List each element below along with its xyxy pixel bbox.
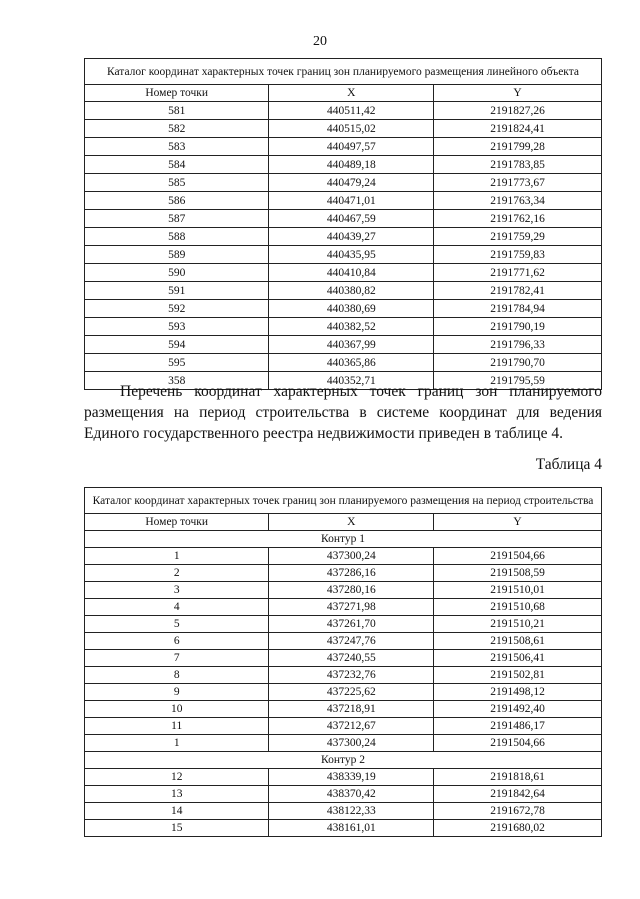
y-coordinate-cell: 2191486,17 xyxy=(434,718,602,735)
table-row xyxy=(85,156,602,174)
table-row xyxy=(85,192,602,210)
y-coordinate-cell: 2191498,12 xyxy=(434,684,602,701)
x-coordinate-cell: 440489,18 xyxy=(269,156,434,174)
x-coordinate-cell: 440439,27 xyxy=(269,228,434,246)
y-coordinate-cell: 2191824,41 xyxy=(434,120,602,138)
y-coordinate-cell: 2191783,85 xyxy=(434,156,602,174)
y-coordinate-cell: 2191842,64 xyxy=(434,786,602,803)
table-row xyxy=(85,102,602,120)
table-header-row xyxy=(85,85,602,102)
x-coordinate-cell: 440497,57 xyxy=(269,138,434,156)
x-coordinate-cell: 440365,86 xyxy=(269,354,434,372)
contour-name: Контур 2 xyxy=(85,752,602,769)
y-coordinate-cell: 2191492,40 xyxy=(434,701,602,718)
x-coordinate-cell: 437218,91 xyxy=(269,701,434,718)
y-coordinate-cell: 2191508,61 xyxy=(434,633,602,650)
table-body xyxy=(85,531,602,837)
point-number-cell: 2 xyxy=(85,565,269,582)
contour-name: Контур 1 xyxy=(85,531,602,548)
y-coordinate-cell: 2191762,16 xyxy=(434,210,602,228)
table-row xyxy=(85,565,602,582)
body-paragraph: Перечень координат характерных точек границ зон планируемого размещения на период строительства в системе координат для ведения Единого государственного реестра недвижимости приведен в таблице 4. xyxy=(84,383,602,442)
y-coordinate-cell: 2191790,19 xyxy=(434,318,602,336)
table-row xyxy=(85,718,602,735)
table-caption: Каталог координат характерных точек границ зон планируемого размещения на период строительства xyxy=(85,488,602,514)
y-coordinate-cell: 2191506,41 xyxy=(434,650,602,667)
point-number-cell: 581 xyxy=(85,102,269,120)
x-coordinate-cell: 438370,42 xyxy=(269,786,434,803)
y-coordinate-cell: 2191508,59 xyxy=(434,565,602,582)
coordinates-table-construction-period xyxy=(84,487,602,837)
y-coordinate-cell: 2191795,59 xyxy=(434,372,602,390)
y-coordinate-cell: 2191510,21 xyxy=(434,616,602,633)
y-coordinate-cell: 2191504,66 xyxy=(434,735,602,752)
x-coordinate-cell: 438339,19 xyxy=(269,769,434,786)
point-number-cell: 594 xyxy=(85,336,269,354)
point-number-cell: 586 xyxy=(85,192,269,210)
page-number: 20 xyxy=(313,34,327,49)
table-row xyxy=(85,354,602,372)
x-coordinate-cell: 438122,33 xyxy=(269,803,434,820)
point-number-cell: 1 xyxy=(85,735,269,752)
x-coordinate-cell: 437300,24 xyxy=(269,735,434,752)
table-row xyxy=(85,228,602,246)
x-coordinate-cell: 440410,84 xyxy=(269,264,434,282)
point-number-cell: 8 xyxy=(85,667,269,684)
column-header-x: X xyxy=(269,514,434,531)
table-row xyxy=(85,120,602,138)
x-coordinate-cell: 437240,55 xyxy=(269,650,434,667)
table-row xyxy=(85,264,602,282)
x-coordinate-cell: 437271,98 xyxy=(269,599,434,616)
x-coordinate-cell: 437280,16 xyxy=(269,582,434,599)
point-number-cell: 584 xyxy=(85,156,269,174)
table-row xyxy=(85,667,602,684)
point-number-cell: 583 xyxy=(85,138,269,156)
point-number-cell: 590 xyxy=(85,264,269,282)
point-number-cell: 588 xyxy=(85,228,269,246)
point-number-cell: 15 xyxy=(85,820,269,837)
y-coordinate-cell: 2191784,94 xyxy=(434,300,602,318)
table-row xyxy=(85,548,602,565)
table-row xyxy=(85,633,602,650)
point-number-cell: 582 xyxy=(85,120,269,138)
x-coordinate-cell: 440380,69 xyxy=(269,300,434,318)
y-coordinate-cell: 2191799,28 xyxy=(434,138,602,156)
table-row xyxy=(85,769,602,786)
x-coordinate-cell: 440352,71 xyxy=(269,372,434,390)
point-number-cell: 593 xyxy=(85,318,269,336)
point-number-cell: 9 xyxy=(85,684,269,701)
table-body xyxy=(85,102,602,390)
point-number-cell: 6 xyxy=(85,633,269,650)
table-row xyxy=(85,336,602,354)
table-row xyxy=(85,318,602,336)
y-coordinate-cell: 2191790,70 xyxy=(434,354,602,372)
point-number-cell: 7 xyxy=(85,650,269,667)
table-row xyxy=(85,138,602,156)
table-row xyxy=(85,820,602,837)
point-number-cell: 13 xyxy=(85,786,269,803)
table-row xyxy=(85,616,602,633)
y-coordinate-cell: 2191504,66 xyxy=(434,548,602,565)
table-row xyxy=(85,735,602,752)
x-coordinate-cell: 440380,82 xyxy=(269,282,434,300)
point-number-cell: 358 xyxy=(85,372,269,390)
y-coordinate-cell: 2191510,01 xyxy=(434,582,602,599)
point-number-cell: 3 xyxy=(85,582,269,599)
contour-header-row xyxy=(85,531,602,548)
y-coordinate-cell: 2191672,78 xyxy=(434,803,602,820)
point-number-cell: 4 xyxy=(85,599,269,616)
contour-header-row xyxy=(85,752,602,769)
coordinates-table-linear-object xyxy=(84,58,602,390)
table-row xyxy=(85,582,602,599)
table-label: Таблица 4 xyxy=(535,456,602,473)
table-caption-row xyxy=(85,488,602,514)
point-number-cell: 587 xyxy=(85,210,269,228)
x-coordinate-cell: 437247,76 xyxy=(269,633,434,650)
table-caption: Каталог координат характерных точек границ зон планируемого размещения линейного объекта xyxy=(85,59,602,85)
table-row xyxy=(85,701,602,718)
table-row xyxy=(85,174,602,192)
point-number-cell: 585 xyxy=(85,174,269,192)
point-number-cell: 595 xyxy=(85,354,269,372)
y-coordinate-cell: 2191773,67 xyxy=(434,174,602,192)
table-row xyxy=(85,246,602,264)
point-number-cell: 592 xyxy=(85,300,269,318)
column-header-point-number: Номер точки xyxy=(85,85,269,102)
point-number-cell: 591 xyxy=(85,282,269,300)
x-coordinate-cell: 437225,62 xyxy=(269,684,434,701)
point-number-cell: 11 xyxy=(85,718,269,735)
y-coordinate-cell: 2191782,41 xyxy=(434,282,602,300)
column-header-y: Y xyxy=(434,514,602,531)
y-coordinate-cell: 2191818,61 xyxy=(434,769,602,786)
y-coordinate-cell: 2191680,02 xyxy=(434,820,602,837)
point-number-cell: 10 xyxy=(85,701,269,718)
point-number-cell: 14 xyxy=(85,803,269,820)
y-coordinate-cell: 2191827,26 xyxy=(434,102,602,120)
y-coordinate-cell: 2191796,33 xyxy=(434,336,602,354)
table-row xyxy=(85,803,602,820)
table-row xyxy=(85,282,602,300)
x-coordinate-cell: 438161,01 xyxy=(269,820,434,837)
x-coordinate-cell: 437300,24 xyxy=(269,548,434,565)
x-coordinate-cell: 440511,42 xyxy=(269,102,434,120)
table-row xyxy=(85,599,602,616)
y-coordinate-cell: 2191759,83 xyxy=(434,246,602,264)
x-coordinate-cell: 437261,70 xyxy=(269,616,434,633)
table-row xyxy=(85,210,602,228)
y-coordinate-cell: 2191771,62 xyxy=(434,264,602,282)
column-header-point-number: Номер точки xyxy=(85,514,269,531)
x-coordinate-cell: 437232,76 xyxy=(269,667,434,684)
y-coordinate-cell: 2191502,81 xyxy=(434,667,602,684)
x-coordinate-cell: 440479,24 xyxy=(269,174,434,192)
point-number-cell: 12 xyxy=(85,769,269,786)
x-coordinate-cell: 437286,16 xyxy=(269,565,434,582)
point-number-cell: 589 xyxy=(85,246,269,264)
column-header-y: Y xyxy=(434,85,602,102)
x-coordinate-cell: 440471,01 xyxy=(269,192,434,210)
table-caption-row xyxy=(85,59,602,85)
x-coordinate-cell: 437212,67 xyxy=(269,718,434,735)
x-coordinate-cell: 440467,59 xyxy=(269,210,434,228)
table-row xyxy=(85,684,602,701)
table-row xyxy=(85,650,602,667)
point-number-cell: 1 xyxy=(85,548,269,565)
x-coordinate-cell: 440515,02 xyxy=(269,120,434,138)
y-coordinate-cell: 2191763,34 xyxy=(434,192,602,210)
point-number-cell: 5 xyxy=(85,616,269,633)
x-coordinate-cell: 440435,95 xyxy=(269,246,434,264)
x-coordinate-cell: 440367,99 xyxy=(269,336,434,354)
x-coordinate-cell: 440382,52 xyxy=(269,318,434,336)
column-header-x: X xyxy=(269,85,434,102)
table-header-row xyxy=(85,514,602,531)
table-row xyxy=(85,786,602,803)
table-row xyxy=(85,300,602,318)
y-coordinate-cell: 2191759,29 xyxy=(434,228,602,246)
y-coordinate-cell: 2191510,68 xyxy=(434,599,602,616)
